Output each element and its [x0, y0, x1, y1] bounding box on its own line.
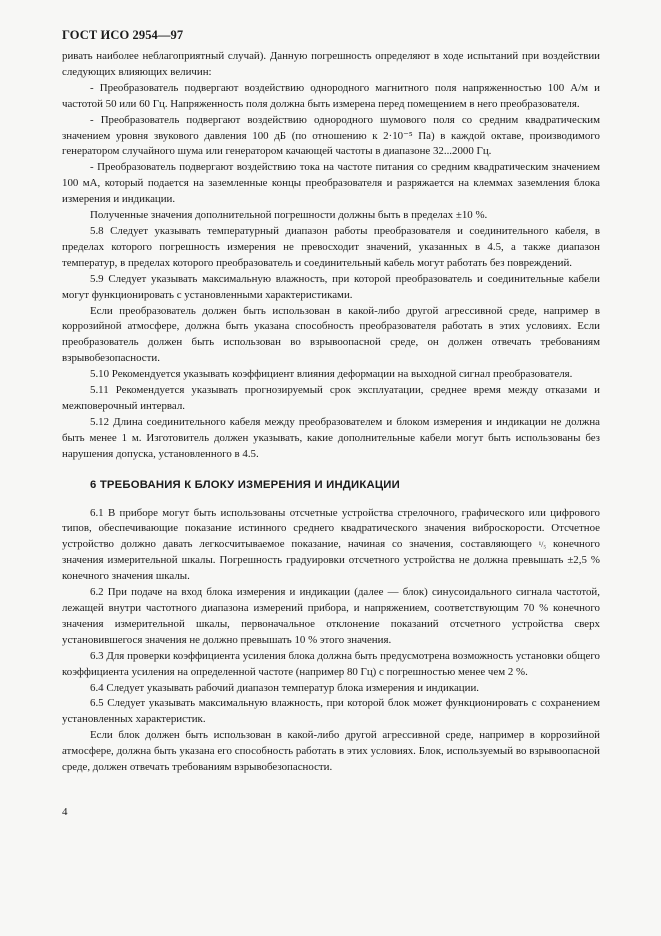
paragraph-6-1-text-b: конечного значения измерительной шкалы. Погрешность градуировки отсчетного устройства не должна превышать ±2,5 % конечного значения шкалы. — [62, 538, 600, 583]
paragraph: 5.8 Следует указывать температурный диапазон работы преобразователя и соединительного кабеля, в пределах которого погрешность измерения не превосходит значений, указанных в 4.5, а также диапазон температур, в пределах которого преобразователь и соединительный кабель могут работать без повреждений. — [62, 224, 600, 269]
paragraph: - Преобразователь подвергают воздействию тока на частоте питания со средним квадратическим значением 100 мА, который подается на заземленные концы преобразователя и разряжается на клеммах заземления блока измерения и индикации. — [62, 161, 600, 206]
document-header: ГОСТ ИСО 2954—97 — [62, 28, 184, 42]
paragraph: ривать наиболее неблагоприятный случай). Данную погрешность определяют в ходе испытаний при воздействии следующих влияющих величин: — [62, 50, 600, 78]
paragraph: 5.12 Длина соединительного кабеля между преобразователем и блоком измерения и индикации не должна быть менее 1 м. Изготовитель должен указывать, какие дополнительные кабели могут быть использованы без нарушения допуска, установленного в 4.5. — [62, 415, 600, 460]
paragraph-6-1 — [62, 506, 600, 586]
paragraph: Если блок должен быть использован в какой-либо другой агрессивной среде, например в коррозийной атмосфере, должна быть указана его способность работать в этих условиях. Блок, используемый во взрывоопасной среде, должен отвечать требованиям взрывобезопасности. — [62, 729, 600, 774]
paragraph: 5.9 Следует указывать максимальную влажность, при которой преобразователь и соединительные кабели могут функционировать с установленными характеристиками. — [62, 272, 600, 301]
paragraph: Если преобразователь должен быть использован в какой-либо другой агрессивной среде, например в коррозийной атмосфере, должна быть указана способность преобразователя работать в этих условиях. Если преобразователь должен быть использован во взрывоопасной среде, он должен отвечать требованиям взрывобезопасности. — [62, 304, 600, 365]
paragraph: 6.3 Для проверки коэффициента усиления блока должна быть предусмотрена возможность установки общего коэффициента усиления на определенной частоте (например 80 Гц) с погрешностью менее чем 2 %. — [62, 649, 600, 678]
fraction-one-fifth: ¹/₅ — [538, 540, 547, 550]
section-5-continuation — [62, 49, 600, 463]
paragraph: 6.2 При подаче на вход блока измерения и индикации (далее — блок) синусоидального сигнала частотой, лежащей внутри частотного диапазона измерений прибора, и напряжением, соответствующим 70 % конечного значения измерительной шкалы, первоначальное отклонение показаний отсчетного устройства сверх установившегося значения не должно превышать 10 % этого значения. — [62, 586, 600, 646]
paragraph: Полученные значения дополнительной погрешности должны быть в пределах ±10 %. — [90, 209, 488, 222]
page-number: 4 — [62, 806, 68, 818]
paragraph: - Преобразователь подвергают воздействию однородного шумового поля со средним квадратическим значением уровня звукового давления 100 дБ (по отношению к 2·10⁻⁵ Па) в каждой октаве, производимого генератором случайного шума или генератором качающей частоты в диапазоне 32...2000 Гц. — [62, 113, 600, 158]
paragraph-6-1-text-a: 6.1 В приборе могут быть использованы отсчетные устройства стрелочного, графического или цифрового типов, обеспечивающие показание истинного среднего квадратического значения виброскорости. Отсчетное устройство должно давать легкосчитываемое показание, начиная со значения, составляющего — [62, 506, 600, 551]
section-title: 6 ТРЕБОВАНИЯ К БЛОКУ ИЗМЕРЕНИЯ И ИНДИКАЦИИ — [90, 478, 400, 491]
paragraph: 6.5 Следует указывать максимальную влажность, при которой блок может функционировать с сохранением установленных характеристик. — [62, 697, 600, 726]
paragraph: 6.4 Следует указывать рабочий диапазон температур блока измерения и индикации. — [90, 681, 480, 694]
section-6-paragraphs — [62, 585, 600, 776]
paragraph: 5.10 Рекомендуется указывать коэффициент влияния деформации на выходной сигнал преобразователя. — [90, 368, 573, 381]
paragraph: 5.11 Рекомендуется указывать прогнозируемый срок эксплуатации, среднее время между отказами и межповерочный интервал. — [62, 384, 600, 412]
paragraph: - Преобразователь подвергают воздействию однородного магнитного поля напряженностью 100 А/м и частотой 50 или 60 Гц. Напряженность поля должна быть измерена перед помещением в него преобразователя. — [62, 81, 600, 110]
document-page — [62, 28, 600, 776]
